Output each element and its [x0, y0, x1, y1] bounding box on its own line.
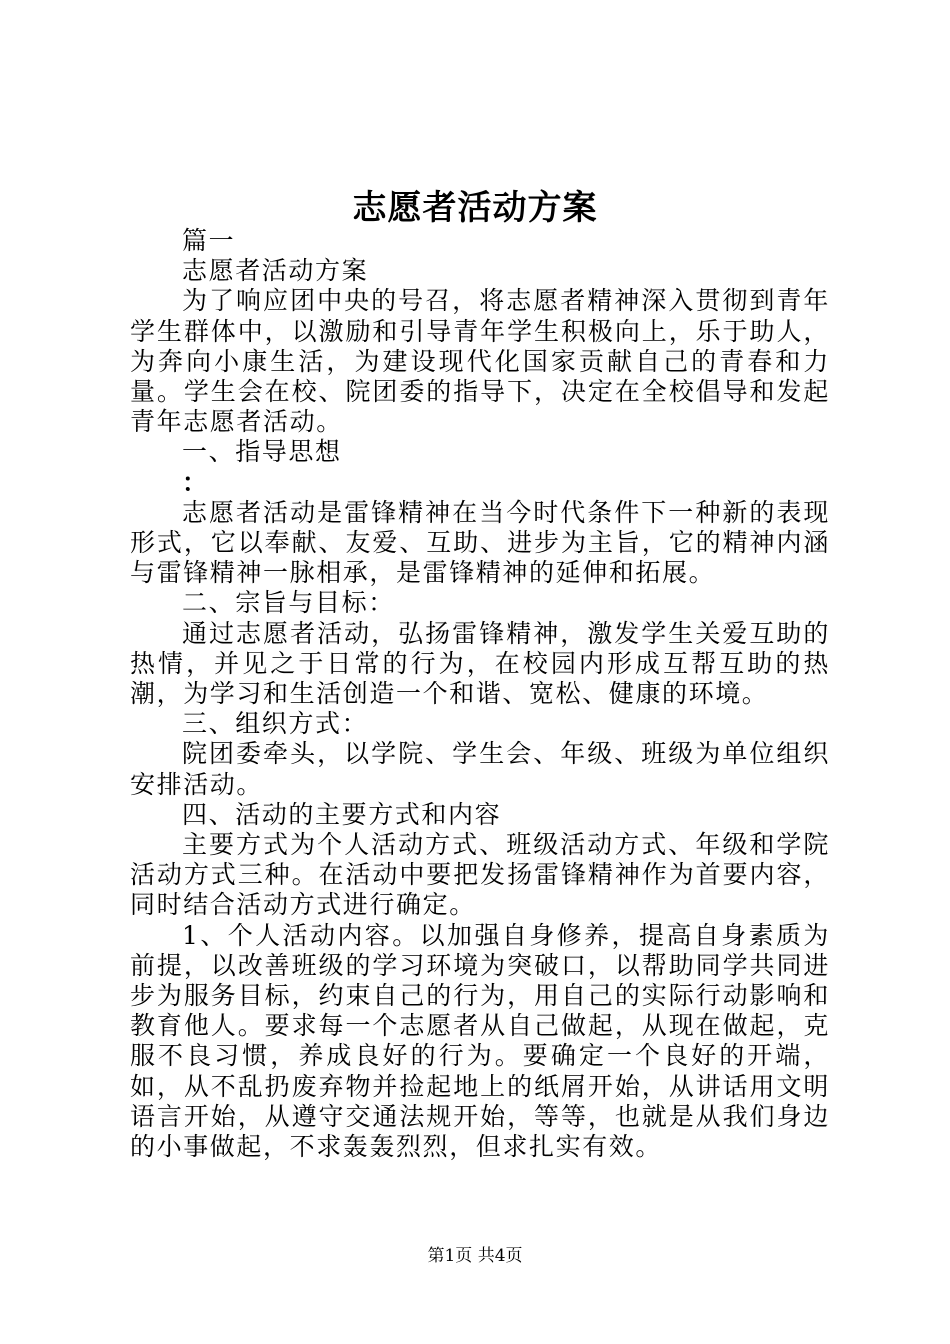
document-body [130, 226, 830, 1162]
colon-line: ： [182, 467, 209, 497]
heading-guiding-ideology: 一、指导思想 [182, 437, 342, 467]
heading-activity-content: 四、活动的主要方式和内容 [182, 799, 502, 829]
paragraph-organization: 院团委牵头，以学院、学生会、年级、班级为单位组织安排活动。 [130, 739, 830, 799]
document-title: 志愿者活动方案 [352, 188, 598, 228]
paragraph-guiding-ideology: 志愿者活动是雷锋精神在当今时代条件下一种新的表现形式，它以奉献、友爱、互助、进步为主旨，它的精神内涵与雷锋精神一脉相承，是雷锋精神的延伸和拓展。 [130, 497, 830, 588]
paragraph-individual-activity: 1、个人活动内容。以加强自身修养，提高自身素质为前提，以改善班级的学习环境为突破口，以帮助同学共同进步为服务目标，约束自己的行为，用自己的实际行动影响和教育他人。要求每一个志愿者从自己做起，从现在做起，克服不良习惯，养成良好的行为。要确定一个良好的开端，如，从不乱扔废弃物并捡起地上的纸屑开始，从讲话用文明语言开始，从遵守交通法规开始，等等，也就是从我们身边的小事做起，不求轰轰烈烈，但求扎实有效。 [130, 920, 830, 1162]
heading-organization: 三、组织方式： [182, 709, 369, 739]
page-footer: 第1页 共4页 [427, 1246, 523, 1266]
intro-paragraph: 为了响应团中央的号召，将志愿者精神深入贯彻到青年学生群体中，以激励和引导青年学生积极向上，乐于助人，为奔向小康生活，为建设现代化国家贡献自己的青春和力量。学生会在校、院团委的指导下，决定在全校倡导和发起青年志愿者活动。 [130, 286, 830, 437]
paragraph-activity-methods: 主要方式为个人活动方式、班级活动方式、年级和学院活动方式三种。在活动中要把发扬雷锋精神作为首要内容，同时结合活动方式进行确定。 [130, 830, 830, 920]
section-subtitle: 志愿者活动方案 [182, 256, 369, 286]
heading-purpose-goals: 二、宗旨与目标： [182, 588, 395, 618]
section-label: 篇一 [182, 226, 236, 255]
paragraph-purpose-goals: 通过志愿者活动，弘扬雷锋精神，激发学生关爱互助的热情，并见之于日常的行为，在校园内形成互帮互助的热潮，为学习和生活创造一个和谐、宽松、健康的环境。 [130, 618, 830, 709]
